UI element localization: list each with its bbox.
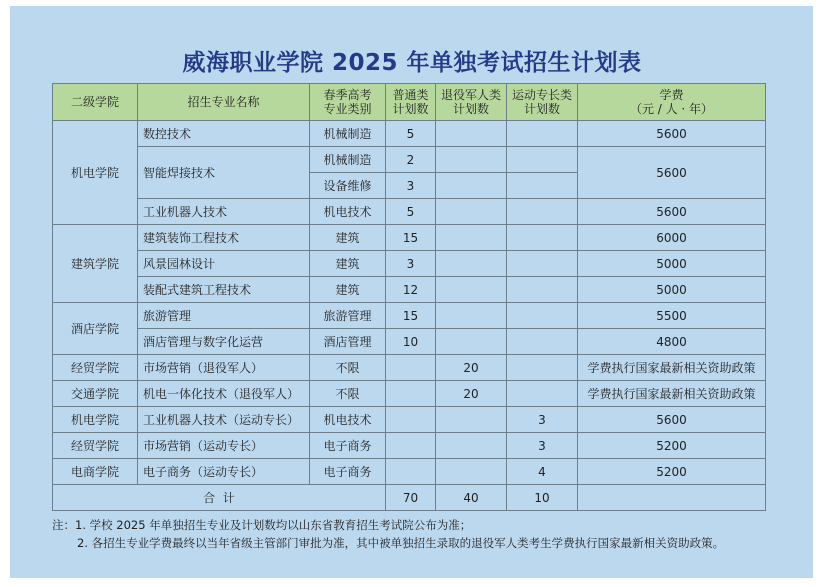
header-plan: 普通类 计划数 bbox=[386, 84, 436, 121]
veteran-cell bbox=[436, 121, 507, 147]
veteran-cell bbox=[436, 433, 507, 459]
college-cell: 建筑学院 bbox=[53, 225, 138, 303]
sport-cell bbox=[507, 277, 578, 303]
category-cell: 建筑 bbox=[310, 251, 386, 277]
fee-cell: 5000 bbox=[578, 277, 766, 303]
plan-cell bbox=[386, 459, 436, 485]
sport-cell bbox=[507, 329, 578, 355]
category-cell: 不限 bbox=[310, 355, 386, 381]
table-row bbox=[53, 433, 766, 459]
major-cell: 智能焊接技术 bbox=[138, 147, 310, 199]
plan-cell: 3 bbox=[386, 173, 436, 199]
category-cell: 机电技术 bbox=[310, 199, 386, 225]
veteran-cell: 20 bbox=[436, 381, 507, 407]
major-cell: 酒店管理与数字化运营 bbox=[138, 329, 310, 355]
plan-cell: 12 bbox=[386, 277, 436, 303]
sport-cell bbox=[507, 303, 578, 329]
table-row bbox=[53, 225, 766, 251]
college-cell: 酒店学院 bbox=[53, 303, 138, 355]
footnotes bbox=[52, 516, 724, 552]
sport-cell: 4 bbox=[507, 459, 578, 485]
fee-cell: 学费执行国家最新相关资助政策 bbox=[578, 381, 766, 407]
major-cell: 工业机器人技术 bbox=[138, 199, 310, 225]
plan-cell bbox=[386, 407, 436, 433]
major-cell: 建筑装饰工程技术 bbox=[138, 225, 310, 251]
total-veteran: 40 bbox=[436, 485, 507, 511]
fee-cell: 5600 bbox=[578, 121, 766, 147]
veteran-cell bbox=[436, 459, 507, 485]
category-cell: 不限 bbox=[310, 381, 386, 407]
fee-cell: 5600 bbox=[578, 407, 766, 433]
sport-cell bbox=[507, 355, 578, 381]
table-row bbox=[53, 199, 766, 225]
major-cell: 装配式建筑工程技术 bbox=[138, 277, 310, 303]
fee-cell: 学费执行国家最新相关资助政策 bbox=[578, 355, 766, 381]
header-college: 二级学院 bbox=[53, 84, 138, 121]
category-cell: 旅游管理 bbox=[310, 303, 386, 329]
college-cell: 机电学院 bbox=[53, 407, 138, 433]
total-sport: 10 bbox=[507, 485, 578, 511]
sport-cell: 3 bbox=[507, 433, 578, 459]
veteran-cell bbox=[436, 407, 507, 433]
note-2: 2. 各招生专业学费最终以当年省级主管部门审批为准，其中被单独招生录取的退役军人类考生学费执行国家最新相关资助政策。 bbox=[77, 536, 725, 550]
fee-cell: 4800 bbox=[578, 329, 766, 355]
plan-cell: 2 bbox=[386, 147, 436, 173]
sport-cell bbox=[507, 381, 578, 407]
table-row bbox=[53, 147, 766, 173]
header-veteran: 退役军人类 计划数 bbox=[436, 84, 507, 121]
sport-cell bbox=[507, 173, 578, 199]
fee-cell: 5500 bbox=[578, 303, 766, 329]
category-cell: 机械制造 bbox=[310, 147, 386, 173]
sport-cell bbox=[507, 225, 578, 251]
category-cell: 电子商务 bbox=[310, 433, 386, 459]
header-major: 招生专业名称 bbox=[138, 84, 310, 121]
plan-cell bbox=[386, 381, 436, 407]
table-row bbox=[53, 121, 766, 147]
sport-cell bbox=[507, 199, 578, 225]
total-label: 合 计 bbox=[53, 485, 386, 511]
fee-cell: 5200 bbox=[578, 433, 766, 459]
page-title: 威海职业学院 2025 年单独考试招生计划表 bbox=[182, 50, 642, 76]
veteran-cell bbox=[436, 277, 507, 303]
category-cell: 电子商务 bbox=[310, 459, 386, 485]
total-row bbox=[53, 485, 766, 511]
fee-cell: 6000 bbox=[578, 225, 766, 251]
plan-cell: 5 bbox=[386, 121, 436, 147]
sport-cell bbox=[507, 121, 578, 147]
fee-cell: 5000 bbox=[578, 251, 766, 277]
total-plan: 70 bbox=[386, 485, 436, 511]
fee-cell: 5600 bbox=[578, 199, 766, 225]
veteran-cell bbox=[436, 251, 507, 277]
total-fee bbox=[578, 485, 766, 511]
veteran-cell bbox=[436, 147, 507, 173]
table-row bbox=[53, 277, 766, 303]
fee-cell: 5200 bbox=[578, 459, 766, 485]
veteran-cell bbox=[436, 199, 507, 225]
major-cell: 市场营销（退役军人） bbox=[138, 355, 310, 381]
major-cell: 风景园林设计 bbox=[138, 251, 310, 277]
major-cell: 机电一体化技术（退役军人） bbox=[138, 381, 310, 407]
major-cell: 数控技术 bbox=[138, 121, 310, 147]
sport-cell bbox=[507, 147, 578, 173]
category-cell: 设备维修 bbox=[310, 173, 386, 199]
plan-cell: 3 bbox=[386, 251, 436, 277]
veteran-cell bbox=[436, 303, 507, 329]
college-cell: 机电学院 bbox=[53, 121, 138, 225]
category-cell: 机电技术 bbox=[310, 407, 386, 433]
category-cell: 机械制造 bbox=[310, 121, 386, 147]
plan-cell bbox=[386, 355, 436, 381]
major-cell: 电子商务（运动专长） bbox=[138, 459, 310, 485]
plan-cell: 15 bbox=[386, 303, 436, 329]
college-cell: 经贸学院 bbox=[53, 433, 138, 459]
category-cell: 建筑 bbox=[310, 225, 386, 251]
plan-cell: 15 bbox=[386, 225, 436, 251]
sport-cell: 3 bbox=[507, 407, 578, 433]
table-row bbox=[53, 407, 766, 433]
veteran-cell: 20 bbox=[436, 355, 507, 381]
plan-cell: 10 bbox=[386, 329, 436, 355]
category-cell: 建筑 bbox=[310, 277, 386, 303]
veteran-cell bbox=[436, 225, 507, 251]
plan-cell: 5 bbox=[386, 199, 436, 225]
table-row bbox=[53, 381, 766, 407]
table-row bbox=[53, 303, 766, 329]
plan-cell bbox=[386, 433, 436, 459]
sport-cell bbox=[507, 251, 578, 277]
veteran-cell bbox=[436, 173, 507, 199]
major-cell: 市场营销（运动专长） bbox=[138, 433, 310, 459]
college-cell: 经贸学院 bbox=[53, 355, 138, 381]
major-cell: 工业机器人技术（运动专长） bbox=[138, 407, 310, 433]
college-cell: 电商学院 bbox=[53, 459, 138, 485]
veteran-cell bbox=[436, 329, 507, 355]
table-row bbox=[53, 329, 766, 355]
table-row bbox=[53, 355, 766, 381]
table-row bbox=[53, 459, 766, 485]
fee-cell: 5600 bbox=[578, 147, 766, 199]
header-fee: 学费 （元 / 人 · 年） bbox=[578, 84, 766, 121]
major-cell: 旅游管理 bbox=[138, 303, 310, 329]
enrollment-plan-table bbox=[52, 83, 766, 511]
note-1: 注：1. 学校 2025 年单独招生专业及计划数均以山东省教育招生考试院公布为准； bbox=[52, 518, 472, 532]
college-cell: 交通学院 bbox=[53, 381, 138, 407]
header-sport: 运动专长类 计划数 bbox=[507, 84, 578, 121]
table-header-row bbox=[53, 84, 766, 121]
category-cell: 酒店管理 bbox=[310, 329, 386, 355]
header-category: 春季高考 专业类别 bbox=[310, 84, 386, 121]
table-row bbox=[53, 251, 766, 277]
